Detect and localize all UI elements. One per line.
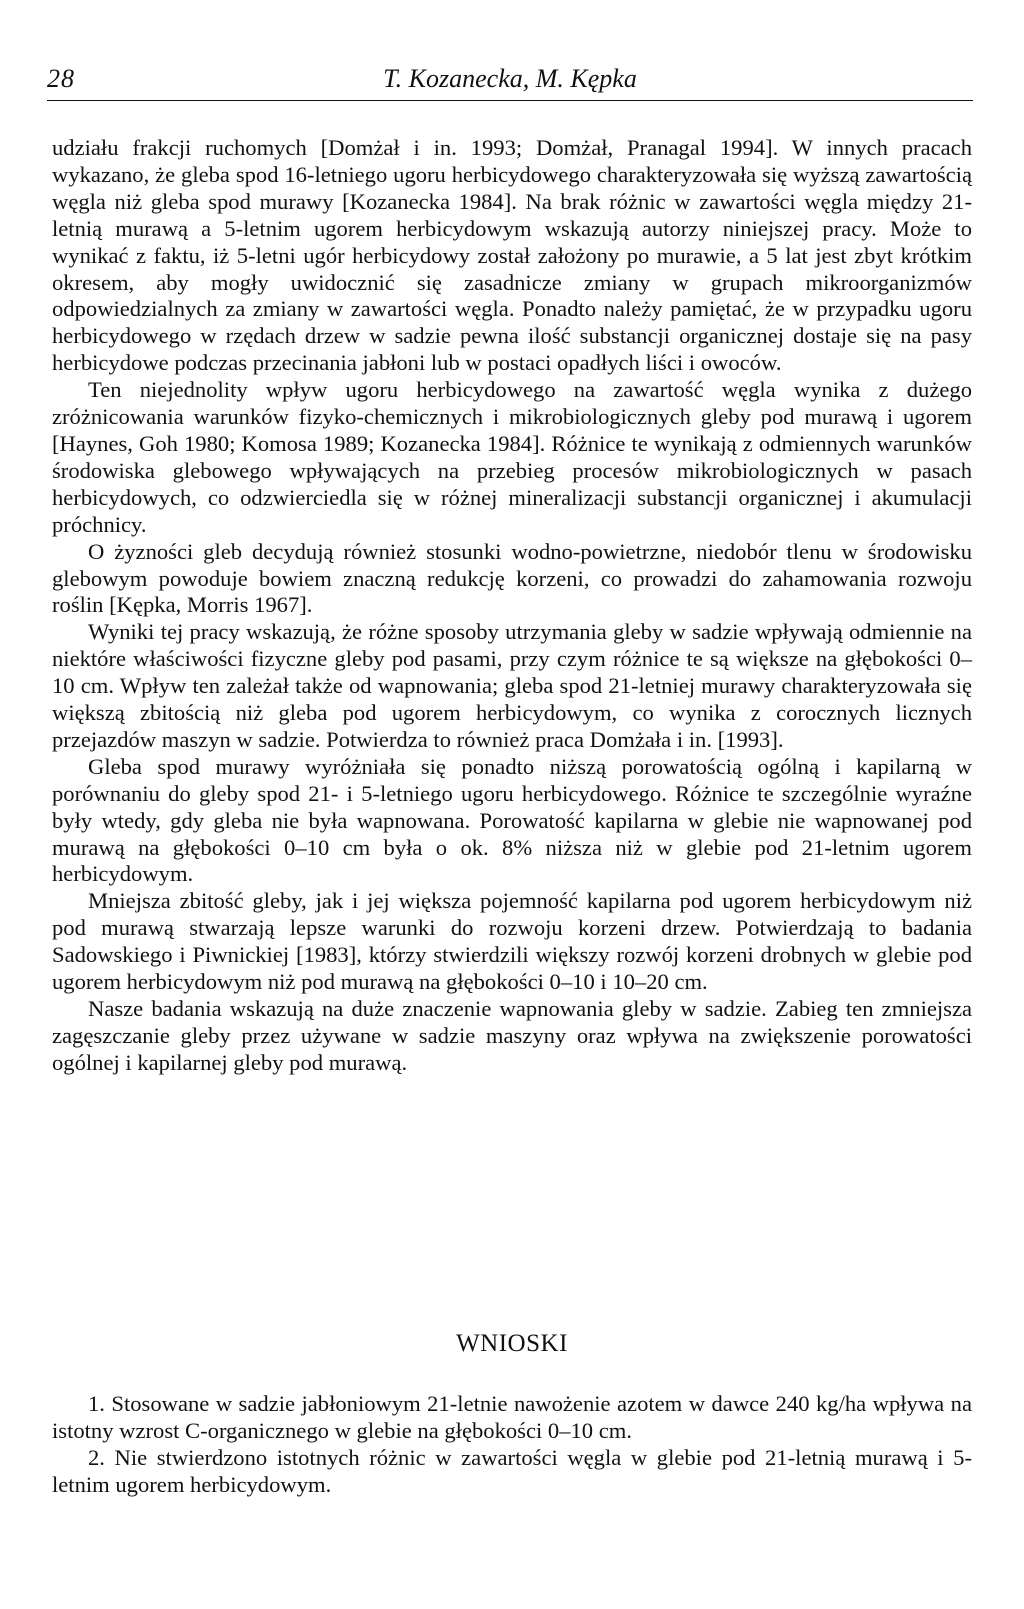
running-header — [47, 64, 973, 101]
body-text — [52, 135, 972, 1077]
paragraph: O żyzności gleb decydują również stosunki wodno-powietrzne, niedobór tlenu w środowisku glebowym powoduje bowiem znaczną redukcję korzeni, co prowadzi do zahamowania rozwoju roślin [Kępka, Morris 1967]. — [52, 538, 972, 618]
section-heading-conclusions: WNIOSKI — [456, 1330, 568, 1357]
paragraph: Gleba spod murawy wyróżniała się ponadto niższą porowatością ogólną i kapilarną w porównaniu do gleby spod 21- i 5-letniego ugoru herbicydowego. Różnice te szczególnie wyraźne były wtedy, gdy gleba nie była wapnowana. Porowatość kapilarna w glebie nie wapnowanej pod murawą na głębokości 0–10 cm była o ok. 8% niższa niż w glebie pod 21-letnim ugorem herbicydowym. — [52, 753, 972, 887]
conclusions-list — [52, 1391, 972, 1499]
conclusion-item: 1. Stosowane w sadzie jabłoniowym 21-letnie nawożenie azotem w dawce 240 kg/ha wpływa na istotny wzrost C-organicznego w glebie na głębokości 0–10 cm. — [52, 1391, 972, 1443]
page-number: 28 — [47, 64, 75, 93]
paragraph: Wyniki tej pracy wskazują, że różne sposoby utrzymania gleby w sadzie wpływają odmiennie na niektóre właściwości fizyczne gleby pod pasami, przy czym różnice te są większe na głębokości 0–10 cm. Wpływ ten zależał także od wapnowania; gleba spod 21-letniej murawy charakteryzowała się większą zbitością niż gleba pod ugorem herbicydowym, co wynika z corocznych licznych przejazdów maszyn w sadzie. Potwierdza to również praca Domżała i in. [1993]. — [52, 619, 972, 752]
paragraph: Nasze badania wskazują na duże znaczenie wapnowania gleby w sadzie. Zabieg ten zmniejsza zagęszczanie gleby przez używane w sadzie maszyny oraz wpływa na zwiększenie porowatości ogólnej i kapilarnej gleby pod murawą. — [52, 996, 972, 1075]
paragraph: udziału frakcji ruchomych [Domżał i in. 1993; Domżał, Pranagal 1994]. W innych pracach wykazano, że gleba spod 16-letniego ugoru herbicydowego charakteryzowała się wyższą zawartością węgla niż gleba spod murawy [Kozanecka 1984]. Na brak różnic w zawartości węgla między 21-letnią murawą a 5-letnim ugorem herbicydowym wskazują autorzy niniejszej pracy. Może to wynikać z faktu, iż 5-letni ugór herbicydowy został założony po murawie, a 5 lat jest zbyt krótkim okresem, aby mogły uwidocznić się zasadnicze zmiany w grupach mikroorganizmów odpowiedzialnych za zmiany w zawartości węgla. Ponadto należy pamiętać, że w przypadku ugoru herbicydowego w rzędach drzew w sadzie pewna ilość substancji organicznej dostaje się na pasy herbicydowe podczas przecinania jabłoni lub w postaci opadłych liści i owoców. — [52, 135, 972, 376]
paragraph: Mniejsza zbitość gleby, jak i jej większa pojemność kapilarna pod ugorem herbicydowym niż pod murawą stwarzają lepsze warunki do rozwoju korzeni drzew. Potwierdzają to badania Sadowskiego i Piwnickiej [1983], którzy stwierdzili większy rozwój korzeni drobnych w glebie pod ugorem herbicydowym niż pod murawą na głębokości 0–10 i 10–20 cm. — [52, 888, 972, 995]
header-authors: T. Kozanecka, M. Kępka — [383, 64, 637, 93]
paragraph: Ten niejednolity wpływ ugoru herbicydowego na zawartość węgla wynika z dużego zróżnicowania warunków fizyko-chemicznych i mikrobiologicznych gleby pod murawą i ugorem [Haynes, Goh 1980; Komosa 1989; Kozanecka 1984]. Różnice te wynikają z odmiennych warunków środowiska glebowego wpływających na przebieg procesów mikrobiologicznych w pasach herbicydowych, co odzwierciedla się w różnej mineralizacji substancji organicznej i akumulacji próchnicy. — [52, 377, 972, 537]
conclusion-item: 2. Nie stwierdzono istotnych różnic w zawartości węgla w glebie pod 21-letnią murawą i 5-letnim ugorem herbicydowym. — [52, 1444, 972, 1497]
